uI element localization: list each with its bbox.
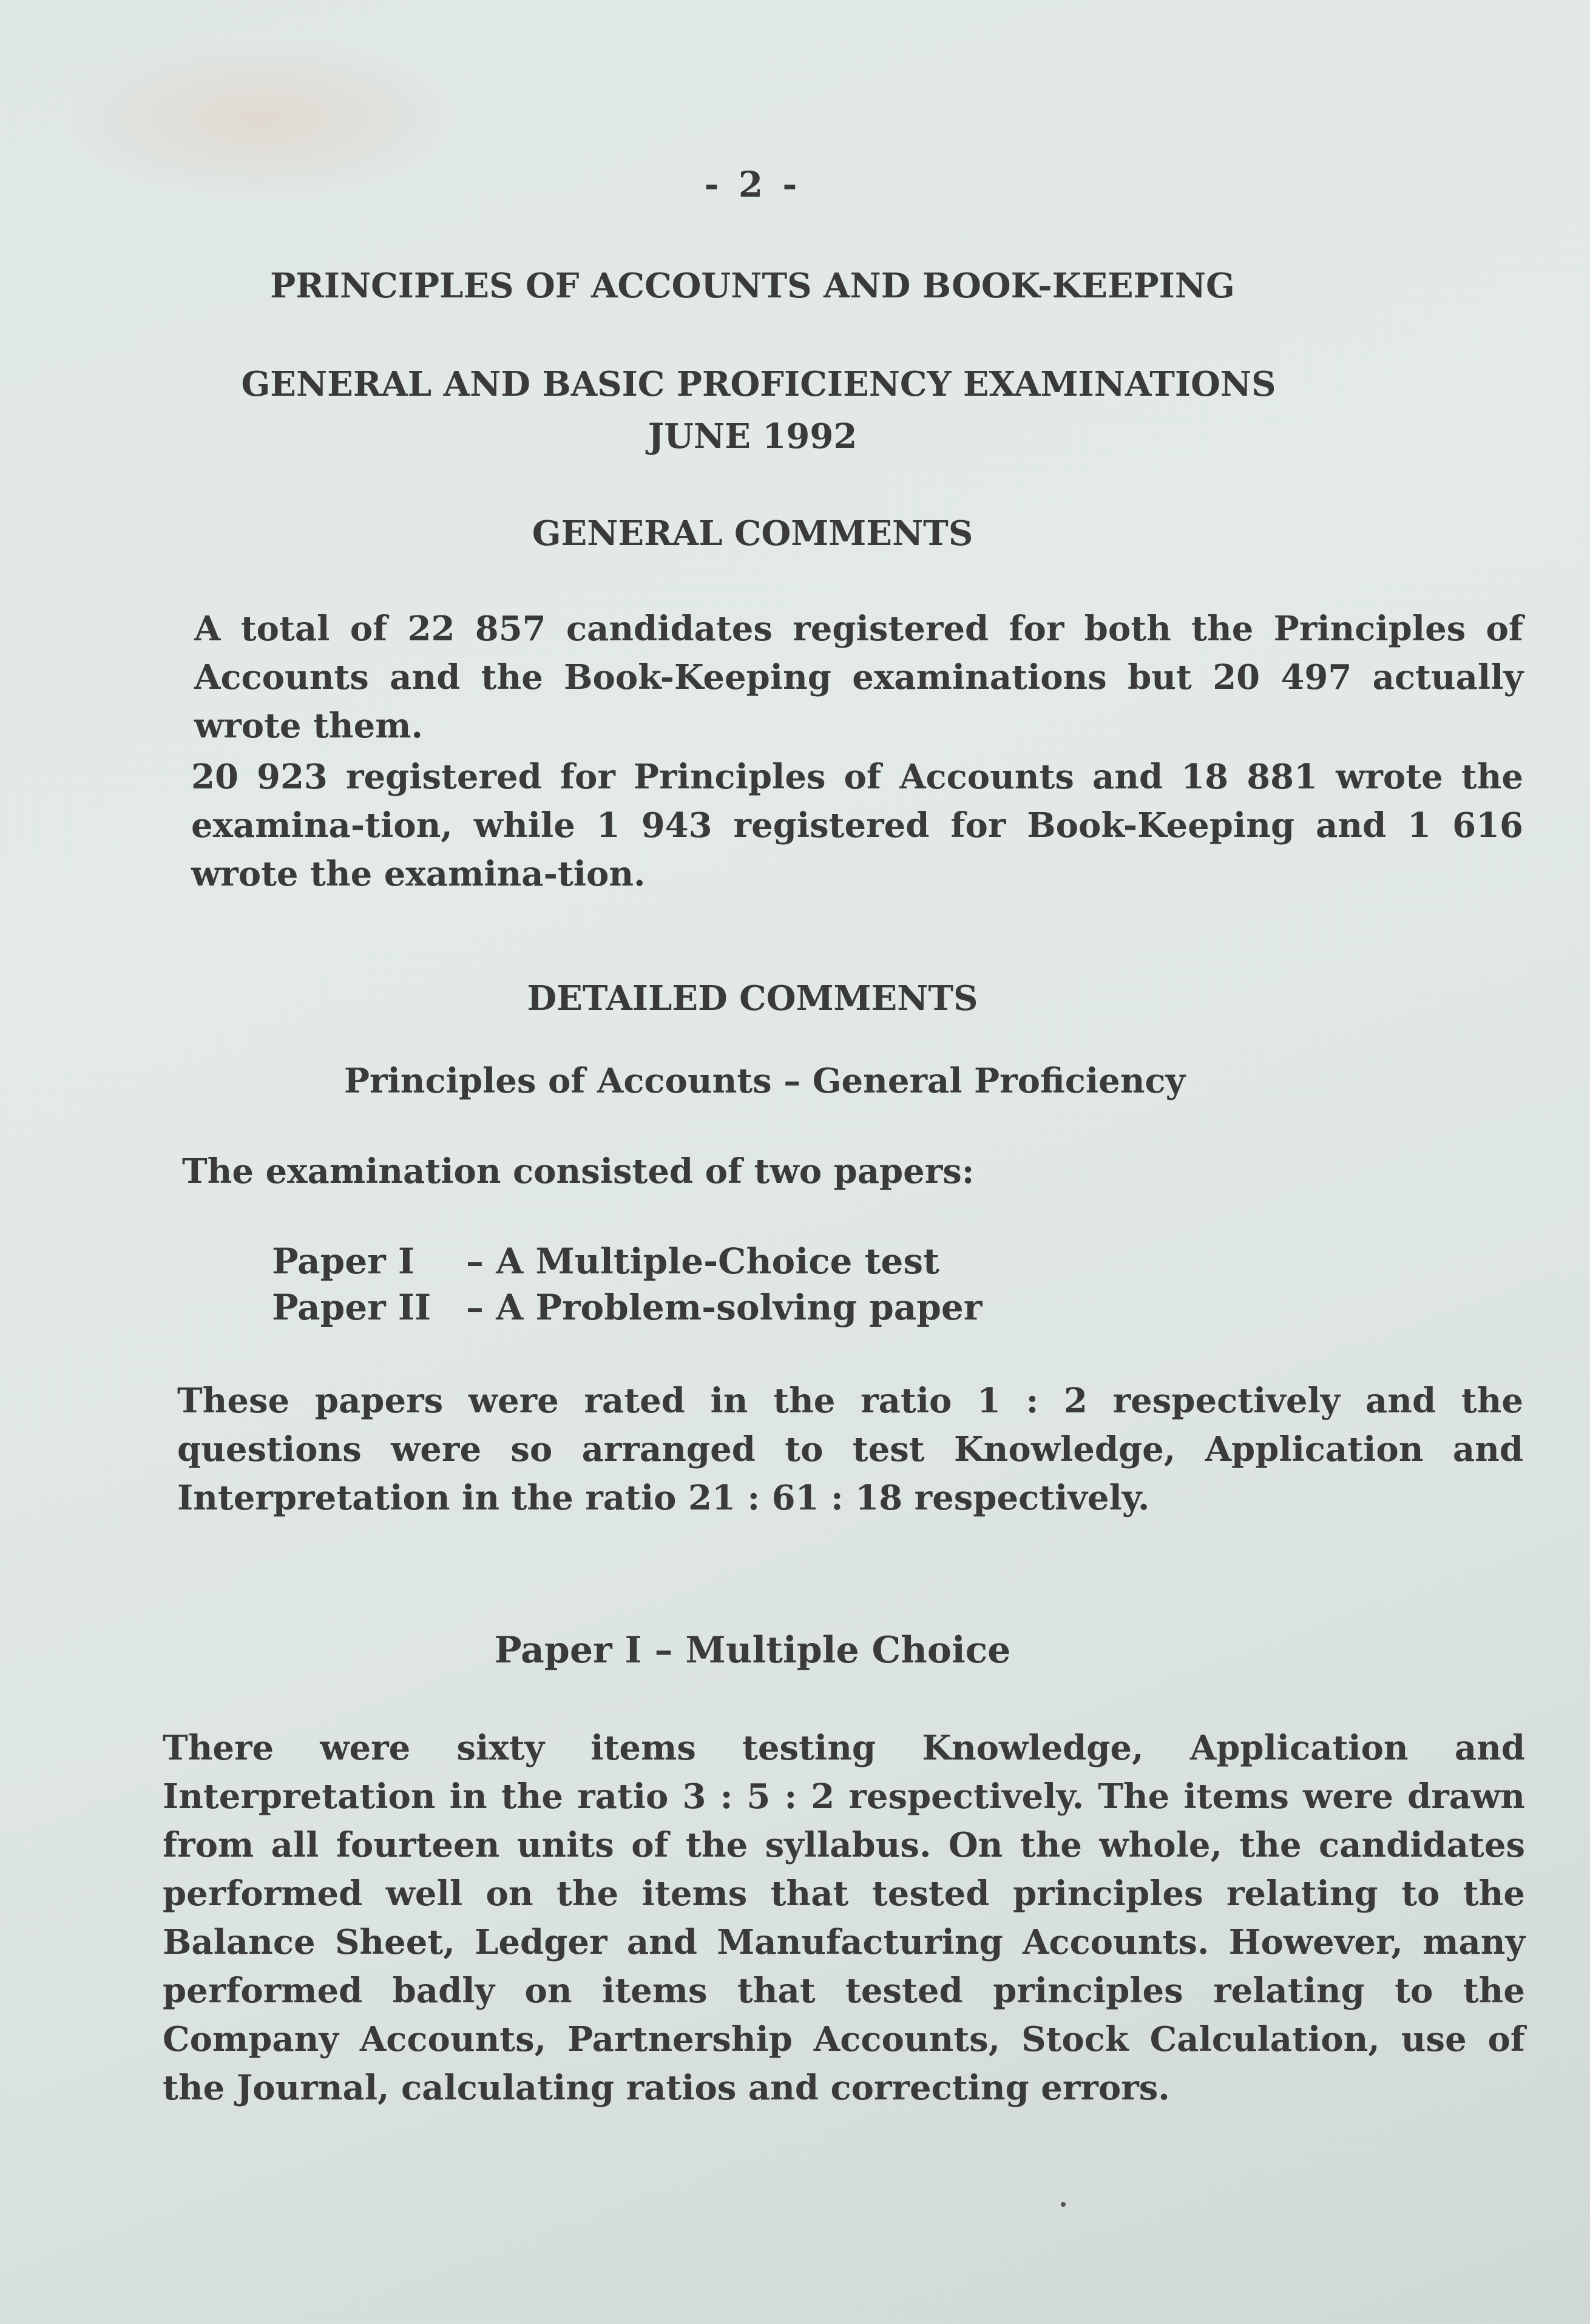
principles-subheading: Principles of Accounts – General Proficiency [343,1061,1186,1101]
title-line-1: PRINCIPLES OF ACCOUNTS AND BOOK-KEEPING [270,266,1235,306]
general-comments-paragraph-1: A total of 22 857 candidates registered for both the Principles of Accounts and the Book-Keeping examinations but 20 497 actually wrote them. [194,609,1523,746]
detailed-comments-heading: DETAILED COMMENTS [527,978,978,1018]
paper-description: – A Problem-solving paper [466,1287,983,1328]
general-comments-paragraph-2: 20 923 registered for Principles of Accounts and 18 881 wrote the examina-tion, while 1 943 registered for Book-Keeping and 1 616 wrote the examina-tion. [191,757,1523,894]
paper-row [272,1284,982,1330]
papers-list [272,1238,982,1330]
paper-name: Paper I [272,1241,414,1282]
paper-description: – A Multiple-Choice test [466,1241,939,1282]
general-comments-heading: GENERAL COMMENTS [532,513,973,554]
title-line-3: JUNE 1992 [648,416,858,456]
paper-name: Paper II [272,1287,431,1328]
paper1-paragraph: There were sixty items testing Knowledge, Application and Interpretation in the ratio 3 : 5 : 2 respectively. The items were drawn from all fourteen units of the syllabus. On the whole, the candidates performed well on the items that tested principles relating to the Balance Sheet, Ledger and Manufacturing Accounts. However, many performed badly on items that tested principles relating to the Company Accounts, Partnership Accounts, Stock Calculation, use of the Journal, calculating ratios and correcting errors. [163,1728,1525,2108]
paper-row [272,1238,982,1284]
exam-intro: The examination consisted of two papers: [182,1151,975,1191]
ratio-paragraph: These papers were rated in the ratio 1 : 2 respectively and the questions were so arranged to test Knowledge, Application and Interpretation in the ratio 21 : 61 : 18 respectively. [177,1381,1523,1518]
page-number: - 2 - [704,164,801,205]
title-line-2: GENERAL AND BASIC PROFICIENCY EXAMINATIONS [241,364,1276,404]
ink-dot [1061,2202,1066,2207]
paper1-heading: Paper I – Multiple Choice [494,1629,1011,1672]
